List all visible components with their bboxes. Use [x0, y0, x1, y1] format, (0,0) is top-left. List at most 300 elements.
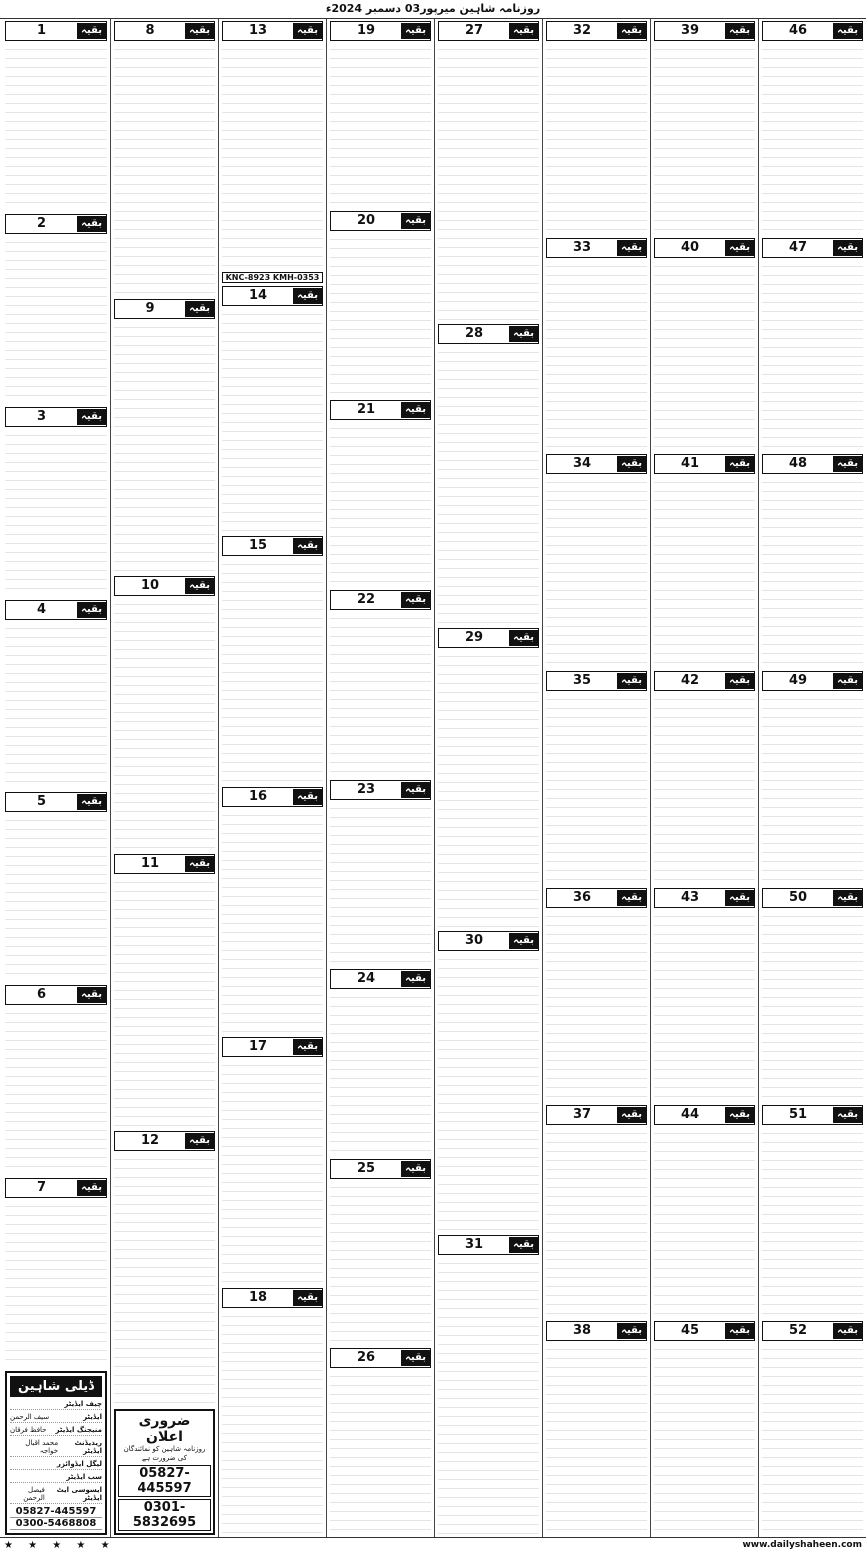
story-label: بقیہ	[617, 673, 646, 689]
story-number: 48	[789, 456, 808, 472]
story-label: بقیہ	[77, 23, 106, 39]
story-label: بقیہ	[77, 1180, 106, 1196]
story-number: 45	[681, 1323, 700, 1339]
story-label: بقیہ	[617, 890, 646, 906]
story-body	[5, 622, 107, 790]
story-number: 5	[37, 794, 47, 810]
story-number: 1	[37, 23, 47, 38]
story-tag	[222, 1288, 323, 1308]
story-label: بقیہ	[185, 856, 214, 872]
story-tag	[762, 888, 863, 908]
story-continuation	[762, 671, 863, 885]
story-number: 21	[357, 402, 376, 418]
story-body	[762, 1127, 863, 1319]
story-label: بقیہ	[833, 1107, 862, 1123]
story-label: بقیہ	[725, 240, 754, 256]
story-continuation	[330, 590, 431, 777]
story-continuation	[222, 21, 323, 269]
story-body	[330, 991, 431, 1156]
staff-role: منیجنگ ایڈیٹر	[55, 1426, 102, 1435]
story-continuation	[546, 888, 647, 1102]
story-number: 41	[681, 456, 700, 472]
story-tag	[762, 1105, 863, 1125]
story-body	[546, 693, 647, 885]
story-continuation	[5, 1178, 107, 1368]
staff-name: سیف الرحمن	[10, 1413, 50, 1422]
news-column	[218, 19, 326, 1537]
story-label: بقیہ	[401, 213, 430, 229]
story-label: بقیہ	[401, 782, 430, 798]
news-column	[2, 19, 110, 1537]
story-continuation	[5, 21, 107, 211]
story-body	[330, 802, 431, 967]
story-label: بقیہ	[725, 1323, 754, 1339]
story-continuation	[5, 407, 107, 597]
news-columns	[0, 19, 866, 1537]
story-label: بقیہ	[77, 602, 106, 618]
story-tag	[762, 454, 863, 474]
story-continuation	[5, 600, 107, 790]
story-label: بقیہ	[293, 288, 322, 304]
story-continuation	[654, 454, 755, 668]
story-body	[330, 1370, 431, 1535]
story-continuation	[438, 21, 539, 321]
story-body	[222, 558, 323, 784]
story-tag	[762, 21, 863, 41]
staff-row	[10, 1459, 102, 1470]
story-tag	[222, 286, 323, 306]
story-number: 34	[573, 456, 592, 472]
story-label: بقیہ	[833, 890, 862, 906]
story-label: بقیہ	[401, 1161, 430, 1177]
story-continuation	[762, 1321, 863, 1535]
staff-row	[10, 1399, 102, 1410]
story-body	[222, 1310, 323, 1536]
story-tag	[546, 671, 647, 691]
story-number: 49	[789, 673, 808, 689]
story-body	[222, 1059, 323, 1285]
notice-phone: 05827-445597	[118, 1465, 211, 1497]
story-number: 8	[145, 23, 155, 38]
story-body	[438, 346, 539, 624]
story-tag	[222, 536, 323, 556]
staff-row	[10, 1485, 102, 1504]
story-label: بقیہ	[617, 456, 646, 472]
story-label: بقیہ	[77, 216, 106, 232]
story-number: 39	[681, 23, 700, 38]
story-number: 37	[573, 1106, 592, 1122]
story-number: 11	[141, 855, 160, 871]
story-number: 18	[249, 1289, 268, 1305]
story-number: 44	[681, 1106, 700, 1122]
registration-number: KNC-8923 KMH-0353	[222, 272, 323, 283]
story-number: 36	[573, 889, 592, 905]
story-body	[438, 43, 539, 321]
important-notice	[114, 1409, 215, 1535]
story-tag	[114, 21, 215, 41]
story-tag	[438, 931, 539, 951]
story-number: 23	[357, 781, 376, 797]
story-label: بقیہ	[185, 578, 214, 594]
story-tag	[330, 21, 431, 41]
story-tag	[438, 1235, 539, 1255]
story-tag	[546, 1321, 647, 1341]
story-number: 27	[465, 23, 484, 38]
story-body	[546, 476, 647, 668]
story-label: بقیہ	[509, 326, 538, 342]
story-body	[114, 598, 215, 851]
news-column	[542, 19, 650, 1537]
story-label: بقیہ	[509, 630, 538, 646]
story-tag	[654, 21, 755, 41]
story-body	[546, 1343, 647, 1535]
story-continuation	[546, 1105, 647, 1319]
story-label: بقیہ	[725, 456, 754, 472]
story-tag	[5, 1178, 107, 1198]
story-continuation	[654, 671, 755, 885]
story-continuation	[222, 1288, 323, 1536]
story-label: بقیہ	[401, 23, 430, 39]
news-column	[758, 19, 866, 1537]
story-continuation	[330, 21, 431, 208]
story-tag	[114, 299, 215, 319]
story-label: بقیہ	[725, 23, 754, 39]
story-tag	[114, 576, 215, 596]
news-column	[650, 19, 758, 1537]
story-tag	[546, 1105, 647, 1125]
story-body	[546, 1127, 647, 1319]
story-continuation	[654, 1321, 755, 1535]
staff-row	[10, 1425, 102, 1436]
story-body	[5, 236, 107, 404]
newspaper-logo: ڈیلی شاہین	[10, 1376, 102, 1397]
story-continuation	[5, 792, 107, 982]
contact-phone: 05827-445597	[10, 1506, 102, 1518]
story-continuation	[330, 1348, 431, 1535]
story-body	[330, 1181, 431, 1346]
story-body	[330, 233, 431, 398]
story-tag	[546, 21, 647, 41]
story-label: بقیہ	[509, 1237, 538, 1253]
notice-phone: 0301-5832695	[118, 1499, 211, 1531]
story-tag	[5, 600, 107, 620]
story-body	[5, 429, 107, 597]
story-tag	[222, 21, 323, 41]
story-body	[5, 1200, 107, 1368]
story-body	[546, 260, 647, 452]
story-tag	[654, 1105, 755, 1125]
story-continuation	[222, 286, 323, 534]
notice-body: روزنامہ شاہین کو نمائندگان کی ضرورت ہے	[123, 1444, 206, 1462]
story-body	[654, 693, 755, 885]
story-number: 15	[249, 538, 268, 553]
story-body	[762, 260, 863, 452]
story-continuation	[762, 1105, 863, 1319]
story-tag	[5, 792, 107, 812]
story-body	[330, 422, 431, 587]
story-body	[114, 1153, 215, 1406]
story-number: 30	[465, 933, 484, 949]
story-number: 4	[37, 601, 47, 617]
story-tag	[654, 454, 755, 474]
story-continuation	[114, 1131, 215, 1406]
story-label: بقیہ	[401, 971, 430, 987]
story-continuation	[330, 1159, 431, 1346]
story-body	[546, 910, 647, 1102]
story-body	[438, 953, 539, 1231]
story-continuation	[114, 854, 215, 1129]
story-label: بقیہ	[833, 240, 862, 256]
story-label: بقیہ	[185, 301, 214, 317]
story-tag	[546, 888, 647, 908]
story-tag	[654, 888, 755, 908]
story-body	[222, 43, 323, 269]
story-label: بقیہ	[725, 890, 754, 906]
story-tag	[222, 1037, 323, 1057]
story-body	[438, 650, 539, 928]
story-label: بقیہ	[617, 1107, 646, 1123]
story-tag	[330, 400, 431, 420]
story-continuation	[546, 21, 647, 235]
masthead-box	[5, 1371, 107, 1535]
news-column	[434, 19, 542, 1537]
staff-role: چیف ایڈیٹر	[64, 1400, 102, 1409]
story-body	[654, 1343, 755, 1535]
story-tag	[330, 969, 431, 989]
story-tag	[330, 590, 431, 610]
story-label: بقیہ	[725, 1107, 754, 1123]
story-tag	[546, 454, 647, 474]
story-tag	[654, 671, 755, 691]
story-continuation	[330, 969, 431, 1156]
story-label: بقیہ	[401, 592, 430, 608]
story-label: بقیہ	[617, 240, 646, 256]
story-continuation	[654, 888, 755, 1102]
story-continuation	[330, 780, 431, 967]
story-number: 35	[573, 673, 592, 689]
story-tag	[114, 1131, 215, 1151]
story-body	[654, 910, 755, 1102]
story-tag	[654, 238, 755, 258]
story-label: بقیہ	[77, 987, 106, 1003]
story-continuation	[762, 454, 863, 668]
story-number: 14	[249, 287, 268, 303]
story-body	[5, 43, 107, 211]
story-number: 22	[357, 591, 376, 607]
story-continuation	[762, 21, 863, 235]
story-continuation	[330, 400, 431, 587]
story-number: 33	[573, 239, 592, 255]
story-label: بقیہ	[833, 23, 862, 39]
story-tag	[330, 1348, 431, 1368]
story-body	[222, 809, 323, 1035]
story-continuation	[330, 211, 431, 398]
story-continuation	[222, 787, 323, 1035]
story-label: بقیہ	[293, 789, 322, 805]
page-dateline: روزنامہ شاہین میرپور03 دسمبر 2024ء	[0, 0, 866, 19]
story-continuation	[114, 299, 215, 574]
story-continuation	[546, 1321, 647, 1535]
story-tag	[330, 1159, 431, 1179]
story-label: بقیہ	[293, 1039, 322, 1055]
story-number: 29	[465, 629, 484, 645]
staff-name: فیصل الرحمن	[23, 1486, 45, 1503]
staff-role: ایڈیٹر	[83, 1413, 102, 1422]
story-label: بقیہ	[833, 673, 862, 689]
story-body	[5, 1007, 107, 1175]
story-number: 46	[789, 23, 808, 38]
contact-phone: 0300-5468808	[10, 1518, 102, 1530]
staff-role: لیگل ایڈوائزر	[56, 1460, 102, 1469]
story-number: 13	[249, 23, 268, 38]
story-number: 32	[573, 23, 592, 38]
story-label: بقیہ	[509, 933, 538, 949]
story-label: بقیہ	[725, 673, 754, 689]
staff-row	[10, 1412, 102, 1423]
story-continuation	[654, 238, 755, 452]
contact-phones	[10, 1506, 102, 1530]
staff-row	[10, 1472, 102, 1483]
story-number: 25	[357, 1160, 376, 1176]
story-tag	[762, 238, 863, 258]
story-number: 31	[465, 1236, 484, 1252]
story-body	[330, 612, 431, 777]
story-label: بقیہ	[509, 23, 538, 39]
story-continuation	[438, 628, 539, 928]
story-continuation	[762, 238, 863, 452]
story-continuation	[114, 21, 215, 296]
story-tag	[438, 324, 539, 344]
story-body	[546, 43, 647, 235]
story-label: بقیہ	[77, 794, 106, 810]
story-number: 42	[681, 673, 700, 689]
story-label: بقیہ	[617, 23, 646, 39]
story-label: بقیہ	[401, 402, 430, 418]
story-continuation	[438, 931, 539, 1231]
story-number: 28	[465, 326, 484, 342]
story-continuation	[438, 324, 539, 624]
story-number: 38	[573, 1323, 592, 1339]
story-number: 52	[789, 1323, 808, 1339]
story-body	[5, 814, 107, 982]
staff-row	[10, 1438, 102, 1457]
story-body	[114, 876, 215, 1129]
story-continuation	[546, 671, 647, 885]
story-number: 12	[141, 1133, 160, 1149]
story-number: 3	[37, 408, 47, 424]
story-continuation	[5, 214, 107, 404]
story-body	[222, 308, 323, 534]
story-tag	[5, 407, 107, 427]
story-tag	[546, 238, 647, 258]
story-tag	[438, 21, 539, 41]
story-continuation	[762, 888, 863, 1102]
story-number: 43	[681, 889, 700, 905]
story-tag	[654, 1321, 755, 1341]
story-body	[654, 260, 755, 452]
story-tag	[762, 671, 863, 691]
notice-title: ضروری اعلان	[138, 1412, 191, 1445]
footer-stars: ★ ★ ★ ★ ★	[4, 1540, 116, 1551]
story-number: 2	[37, 215, 47, 231]
story-tag	[114, 854, 215, 874]
story-number: 10	[141, 578, 160, 594]
story-tag	[438, 628, 539, 648]
staff-role: سب ایڈیٹر	[66, 1473, 102, 1482]
story-continuation	[546, 454, 647, 668]
story-continuation	[114, 576, 215, 851]
story-number: 17	[249, 1039, 268, 1054]
story-tag	[762, 1321, 863, 1341]
story-continuation	[222, 1037, 323, 1285]
story-continuation	[654, 1105, 755, 1319]
staff-role: ریذیڈنٹ ایڈیٹر	[74, 1439, 102, 1456]
story-body	[762, 43, 863, 235]
story-body	[762, 693, 863, 885]
story-label: بقیہ	[833, 456, 862, 472]
story-label: بقیہ	[185, 23, 214, 39]
story-number: 40	[681, 239, 700, 255]
story-label: بقیہ	[77, 409, 106, 425]
story-tag	[5, 214, 107, 234]
story-label: بقیہ	[185, 1133, 214, 1149]
story-number: 19	[357, 23, 376, 38]
story-label: بقیہ	[833, 1323, 862, 1339]
story-continuation	[222, 536, 323, 784]
story-number: 9	[145, 300, 155, 316]
story-continuation	[654, 21, 755, 235]
story-label: بقیہ	[293, 23, 322, 39]
story-continuation	[546, 238, 647, 452]
story-number: 7	[37, 1180, 47, 1196]
story-label: بقیہ	[617, 1323, 646, 1339]
story-body	[762, 476, 863, 668]
story-tag	[222, 787, 323, 807]
story-label: بقیہ	[401, 1350, 430, 1366]
news-column	[326, 19, 434, 1537]
staff-name: محمد اقبال خواجہ	[25, 1439, 59, 1456]
website-link[interactable]: www.dailyshaheen.com	[742, 1540, 862, 1550]
story-tag	[330, 780, 431, 800]
story-body	[114, 321, 215, 574]
story-number: 26	[357, 1350, 376, 1366]
story-number: 24	[357, 971, 376, 987]
story-number: 16	[249, 788, 268, 804]
story-number: 50	[789, 889, 808, 905]
story-tag	[5, 985, 107, 1005]
story-body	[654, 1127, 755, 1319]
story-tag	[330, 211, 431, 231]
story-continuation	[5, 985, 107, 1175]
staff-name: حافظ فرقان	[10, 1426, 47, 1435]
story-body	[762, 910, 863, 1102]
story-number: 20	[357, 212, 376, 228]
news-column	[110, 19, 218, 1537]
story-continuation	[438, 1235, 539, 1535]
story-label: بقیہ	[293, 538, 322, 554]
story-body	[654, 43, 755, 235]
story-number: 47	[789, 239, 808, 255]
story-body	[438, 1257, 539, 1535]
story-tag	[5, 21, 107, 41]
story-body	[114, 43, 215, 296]
staff-role: ایسوسی ایٹ ایڈیٹر	[56, 1486, 102, 1503]
story-body	[330, 43, 431, 208]
story-label: بقیہ	[293, 1290, 322, 1306]
story-body	[762, 1343, 863, 1535]
story-body	[654, 476, 755, 668]
story-number: 6	[37, 987, 47, 1003]
